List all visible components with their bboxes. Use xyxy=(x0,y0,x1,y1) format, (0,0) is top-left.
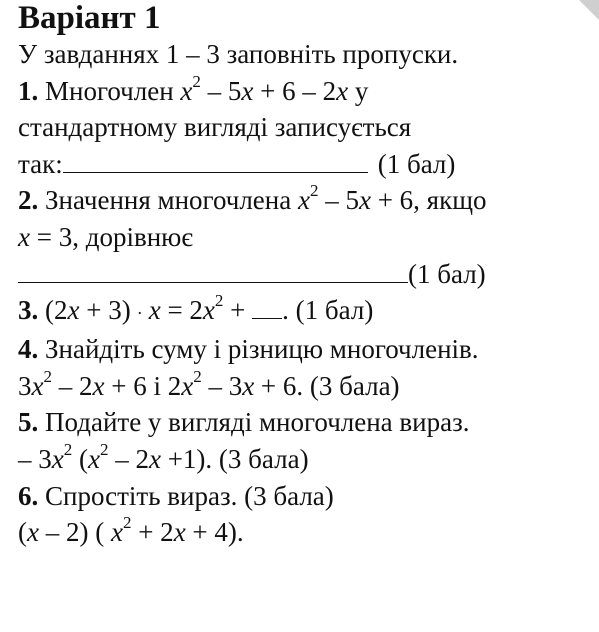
variable: x xyxy=(110,517,123,548)
task-text: Спростіть вираз. (3 бала) xyxy=(38,480,334,511)
variable: x xyxy=(148,444,161,475)
task-text: – 5 xyxy=(318,185,359,216)
task-text: Значення многочлена xyxy=(38,185,298,216)
task-number: 6. xyxy=(18,480,39,511)
variable: x xyxy=(67,295,80,326)
variable: x xyxy=(336,75,349,106)
task-text: . (1 бал) xyxy=(282,295,374,326)
task-text: + xyxy=(223,295,253,326)
task-text: Многочлен xyxy=(38,75,181,106)
expr-part: + 6. (3 бала) xyxy=(254,370,400,401)
task-text: так: xyxy=(18,148,63,179)
task-number: 3. xyxy=(18,295,39,326)
task-4-line-1 xyxy=(18,331,593,368)
exponent: 2 xyxy=(214,291,224,311)
variable: x xyxy=(18,221,30,252)
worksheet xyxy=(18,0,593,551)
task-5-line-1 xyxy=(18,404,593,441)
task-text: у xyxy=(348,75,369,106)
variable: x xyxy=(358,185,371,216)
task-text: Подайте у вигляді многочлена вираз. xyxy=(38,407,470,438)
expr-part: ( xyxy=(18,517,27,548)
variable: x xyxy=(92,370,105,401)
variable: x xyxy=(31,370,44,401)
task-text: = 2 xyxy=(160,295,203,326)
expr-part: +1). (3 бала) xyxy=(160,444,309,475)
variable: x xyxy=(241,75,254,106)
task-text: + 6 – 2 xyxy=(253,75,337,106)
variable: x xyxy=(27,517,39,548)
task-6-line-1 xyxy=(18,478,593,515)
variable: x xyxy=(297,185,310,216)
task-1-line-1 xyxy=(18,73,593,110)
task-text: + 6, якщо xyxy=(370,185,487,216)
expr-part: – 2 xyxy=(108,444,149,475)
answer-blank[interactable] xyxy=(63,148,368,173)
task-1-line-2: стандартному вигляді записується xyxy=(18,112,412,143)
task-1-line-3 xyxy=(18,146,593,183)
task-2-line-2 xyxy=(18,219,593,256)
expr-part: 3 xyxy=(18,370,32,401)
variable: x xyxy=(148,295,161,326)
task-2-line-1 xyxy=(18,182,593,219)
exponent: 2 xyxy=(63,440,73,460)
expr-part: ( xyxy=(72,444,88,475)
task-number: 2. xyxy=(18,185,39,216)
answer-blank[interactable] xyxy=(18,258,408,283)
instruction-line: У завданнях 1 – 3 заповніть пропуски. xyxy=(18,39,459,69)
points-label: (1 бал) xyxy=(377,148,456,179)
expr-part: – 3 xyxy=(18,444,52,475)
expr-part: – 2) ( xyxy=(38,517,111,548)
variable: x xyxy=(202,295,215,326)
points-label: (1 бал) xyxy=(408,258,486,289)
exponent: 2 xyxy=(99,440,109,460)
answer-blank[interactable] xyxy=(252,294,282,319)
expr-part: – 3 xyxy=(201,370,243,401)
task-4-line-2 xyxy=(18,368,593,405)
task-text: (2 xyxy=(38,295,68,326)
expr-part: + 6 і 2 xyxy=(104,370,182,401)
task-6-line-2 xyxy=(18,514,593,551)
variant-title: Варіант 1 xyxy=(18,0,161,36)
task-2-line-3 xyxy=(18,256,593,293)
variable: x xyxy=(87,444,100,475)
task-3-line xyxy=(18,292,593,331)
task-text: + 3) xyxy=(79,295,131,326)
task-number: 4. xyxy=(18,334,39,365)
variable: x xyxy=(181,370,194,401)
task-number: 5. xyxy=(18,407,39,438)
multiply-dot: · xyxy=(136,302,143,323)
exponent: 2 xyxy=(192,71,201,91)
expr-part: – 2 xyxy=(51,370,93,401)
expr-part: + 4). xyxy=(185,517,244,548)
variable: x xyxy=(180,75,193,106)
expr-part: + 2 xyxy=(131,517,174,548)
task-text: = 3, дорівнює xyxy=(29,221,193,252)
exponent: 2 xyxy=(122,513,132,533)
variable: x xyxy=(242,370,255,401)
task-number: 1. xyxy=(18,75,39,106)
task-5-line-2 xyxy=(18,441,593,478)
variable: x xyxy=(173,517,186,548)
variable: x xyxy=(51,444,64,475)
exponent: 2 xyxy=(309,181,319,201)
exponent: 2 xyxy=(43,366,52,386)
exponent: 2 xyxy=(193,366,202,386)
task-text: Знайдіть суму і різницю многочленів. xyxy=(38,334,479,365)
task-text: – 5 xyxy=(200,75,242,106)
